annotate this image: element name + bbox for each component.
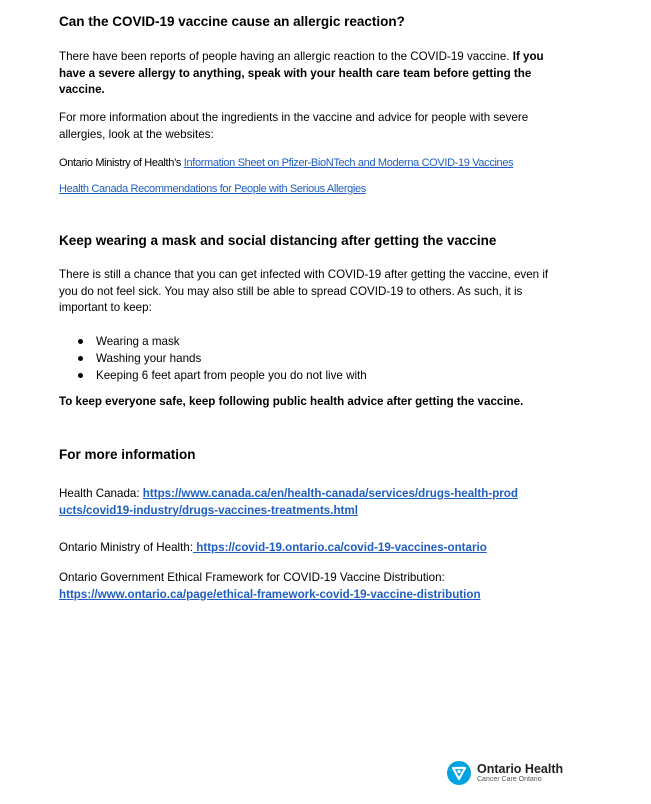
allergy-paragraph-text: There have been reports of people having an allergic reaction to the COVID-19 vaccine. (59, 50, 513, 63)
ministry-label: Ontario Ministry of Health: (59, 541, 194, 554)
list-item: Wearing a mask (59, 333, 367, 350)
ministry-line (59, 540, 579, 557)
more-info-paragraph: For more information about the ingredients in the vaccine and advice for people with severe allergies, look at the websites: (59, 111, 529, 141)
list-item: Keeping 6 feet apart from people you do not live with (59, 367, 367, 384)
allergy-paragraph-bold: If you have a severe allergy to anything, speak with your health care team before getting the vaccine. (59, 50, 544, 96)
ministry-link[interactable]: https://covid-19.ontario.ca/covid-19-vaccines-ontario (193, 541, 487, 554)
logo-name: Ontario Health (477, 762, 564, 776)
bullet-icon (78, 339, 83, 344)
health-canada-label: Health Canada: (59, 487, 143, 500)
ethical-framework-block (59, 570, 579, 603)
mask-paragraph: There is still a chance that you can get infected with COVID-19 after getting the vaccine, even if you do not feel sick. You may also still be able to spread COVID-19 to others. As such, it is important to keep: (59, 268, 549, 314)
hc-allergies-line (59, 181, 559, 198)
allergy-paragraph (59, 49, 559, 99)
list-item: Washing your hands (59, 350, 367, 367)
precautions-list (59, 333, 367, 384)
ontario-health-trillium-icon (447, 761, 471, 785)
health-canada-line (59, 486, 519, 519)
mask-heading: Keep wearing a mask and social distancing after getting the vaccine (59, 233, 497, 248)
logo-subtitle: Cancer Care Ontario (477, 776, 542, 783)
bullet-icon (78, 373, 83, 378)
ethical-framework-label: Ontario Government Ethical Framework for COVID-19 Vaccine Distribution: (59, 571, 445, 584)
ontario-health-logo (447, 761, 587, 787)
more-information-heading: For more information (59, 447, 196, 462)
ethical-framework-link[interactable]: https://www.ontario.ca/page/ethical-framework-covid-19-vaccine-distribution (59, 587, 481, 601)
allergy-heading: Can the COVID-19 vaccine cause an allergic reaction? (59, 14, 405, 29)
ontario-info-prefix: Ontario Ministry of Health’s (59, 157, 184, 169)
hc-allergies-link[interactable]: Health Canada Recommendations for People with Serious Allergies (59, 183, 366, 195)
safety-closing: To keep everyone safe, keep following public health advice after getting the vaccine. (59, 395, 524, 408)
bullet-icon (78, 356, 83, 361)
health-canada-link[interactable]: https://www.canada.ca/en/health-canada/services/drugs-health-products/covid19-industry/drugs-vaccines-treatments.html (59, 487, 518, 517)
ontario-info-sheet-link[interactable]: Information Sheet on Pfizer-BioNTech and Moderna COVID-19 Vaccines (183, 157, 514, 169)
ontario-info-line (59, 155, 559, 172)
